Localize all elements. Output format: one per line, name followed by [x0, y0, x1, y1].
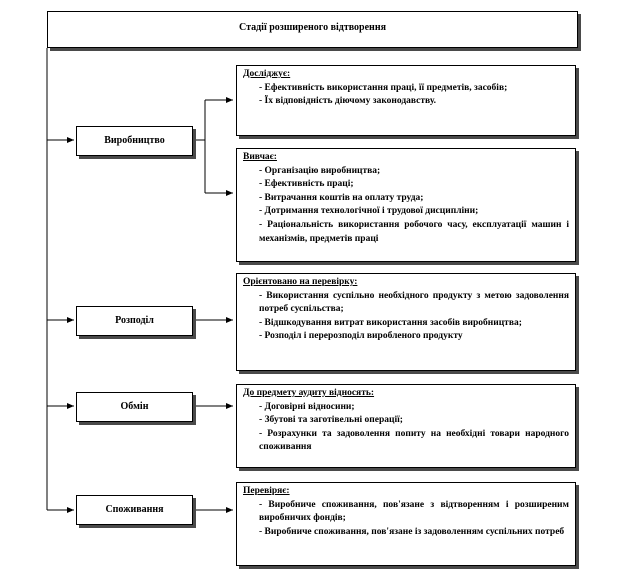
detail-item: - Збутові та заготівельні операції;: [259, 415, 403, 426]
detail-item: - Організацію виробництва;: [259, 165, 381, 176]
detail-item: - Ефективність використання праці, її предметів, засобів;: [259, 82, 508, 93]
detail-item: - Розрахунки та задоволення попиту на необхідні товари народного споживання: [259, 428, 569, 453]
detail-exchange: [236, 384, 576, 468]
detail-item: - Договірні відносини;: [259, 401, 355, 412]
detail-heading: Орієнтовано на перевірку:: [243, 277, 358, 287]
detail-item: - Раціональність використання робочого часу, експлуатації машин і механізмів, предметів праці: [259, 219, 569, 244]
detail-heading: Досліджує:: [243, 69, 291, 79]
detail-consumption: [236, 482, 576, 566]
stage-exchange: Обмін: [76, 392, 193, 422]
detail-item: - Відшкодування витрат використання засобів виробництва;: [259, 317, 522, 328]
detail-item: - Дотримання технологічної і трудової дисципліни;: [259, 206, 479, 217]
detail-production-study: [236, 148, 576, 262]
stage-consumption: Споживання: [76, 495, 193, 525]
stage-production: Виробництво: [76, 126, 193, 156]
detail-distribution: [236, 273, 576, 371]
detail-heading: До предмету аудиту відносять:: [243, 388, 375, 398]
detail-item: - Ефективність праці;: [259, 179, 354, 190]
detail-heading: Перевіряє:: [243, 486, 290, 496]
diagram-title: Стадії розширеного відтворення: [47, 11, 578, 48]
detail-item: - Використання суспільно необхідного продукту з метою задоволення потреб суспільства;: [259, 290, 569, 315]
detail-item: - Виробниче споживання, пов'язане із задоволенням суспільних потреб: [259, 526, 565, 537]
stage-distribution: Розподіл: [76, 306, 193, 336]
detail-heading: Вивчає:: [243, 152, 277, 162]
detail-item: - Їх відповідність діючому законодавству.: [259, 96, 437, 107]
detail-item: - Розподіл і перерозподіл виробленого продукту: [259, 331, 463, 342]
detail-production-research: [236, 65, 576, 136]
detail-item: - Виробниче споживання, пов'язане з відтворенням і розширеним виробничих фондів;: [259, 499, 569, 524]
detail-item: - Витрачання коштів на оплату труда;: [259, 192, 424, 203]
